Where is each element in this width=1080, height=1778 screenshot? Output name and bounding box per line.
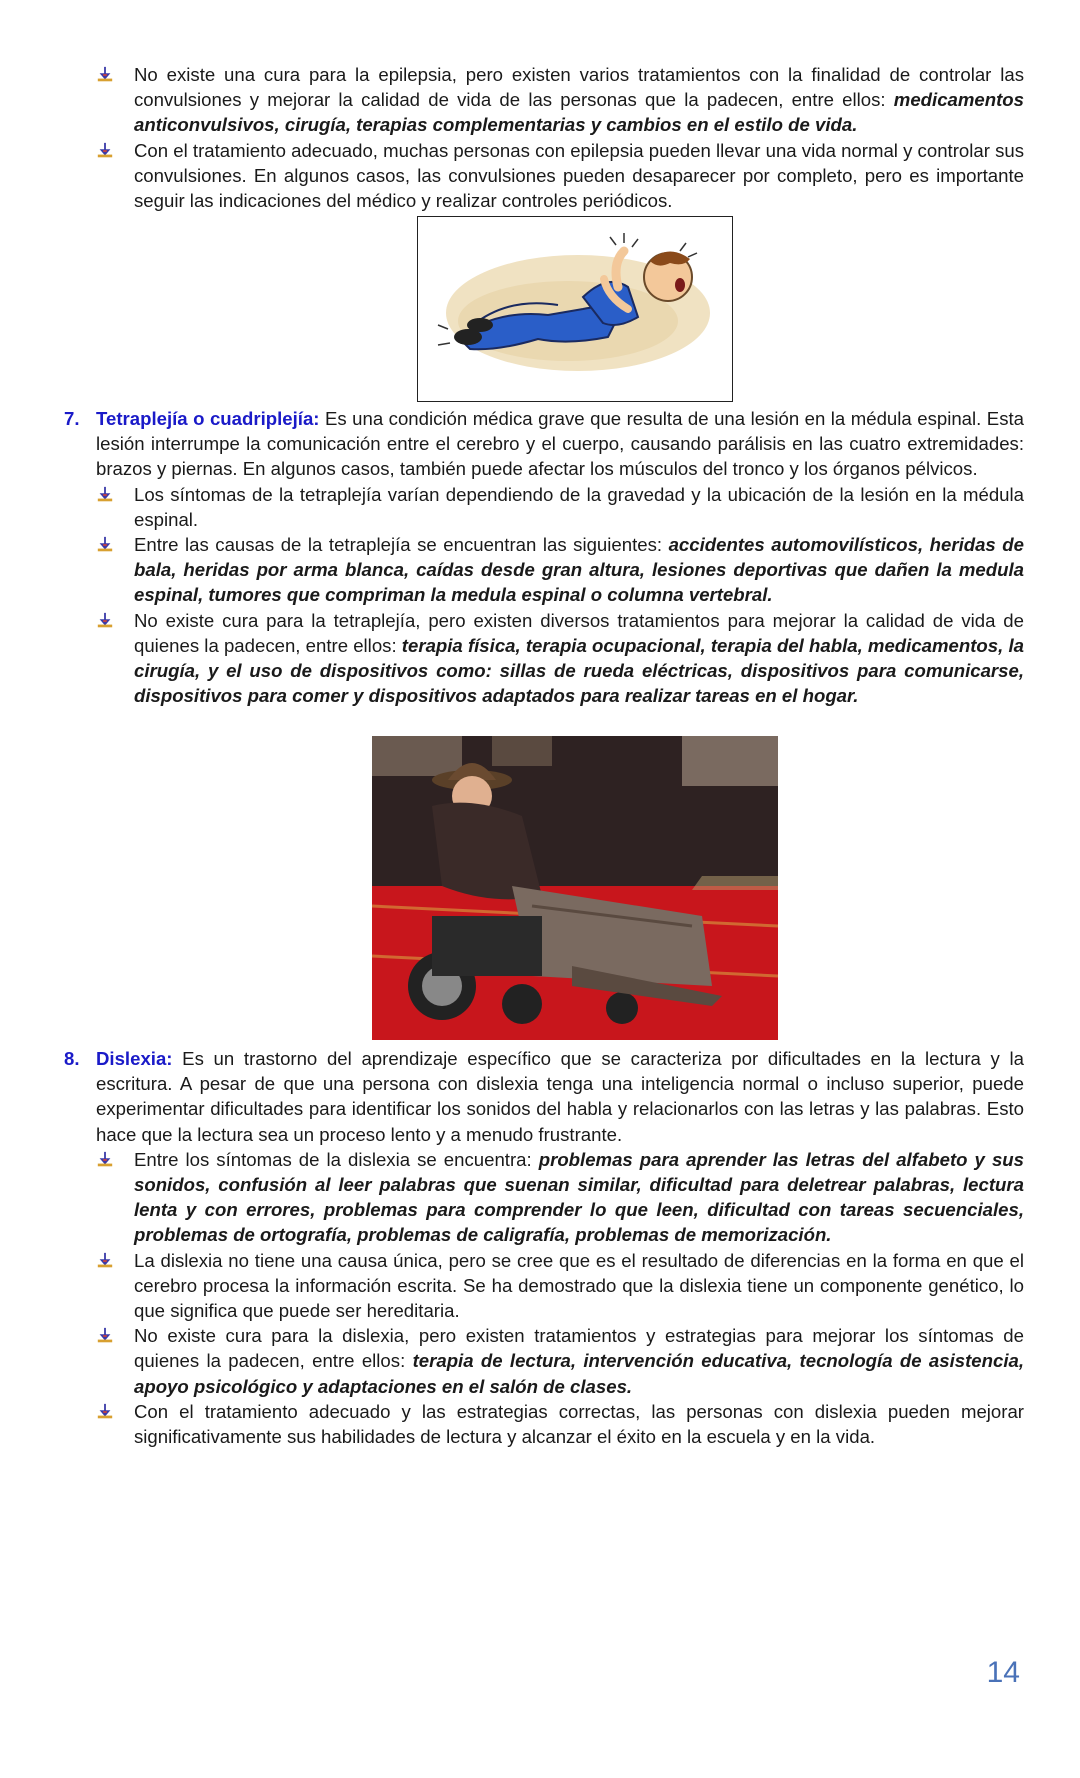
arrow-bullet-icon — [96, 1403, 114, 1421]
bullet-emphasis: terapia física, terapia ocupacional, terapia del habla, medicamentos, la cirugía, y el uso de dispositivos como: sillas de rueda eléctricas, dispositivos para comunicarse, dispositivos para comer y dispositivos adaptados para realizar tareas en el hogar. — [134, 634, 1024, 707]
list-item — [64, 1248, 1024, 1324]
section-number: 8. — [64, 1048, 80, 1069]
epilepsy-section-tail — [64, 62, 1024, 213]
bullet-text: No existe cura para la dislexia, pero existen tratamientos y estrategias para mejorar los síntomas de quienes la padecen, entre ellos: — [134, 1325, 1024, 1372]
list-item — [64, 608, 1024, 709]
bullet-text: Entre los síntomas de la dislexia se encuentra: — [134, 1148, 539, 1170]
wheelchair-user-icon — [372, 736, 778, 1040]
bullet-text: No existe cura para la tetraplejía, pero existen diversos tratamientos para mejorar la calidad de vida de quienes la padecen, entre ellos: — [134, 609, 1024, 656]
bullet-emphasis: problemas para aprender las letras del alfabeto y sus sonidos, confusión al leer palabras que suenan similar, dificultad para deletrear palabras, lectura lenta y con errores, problemas para comprender lo que leen, dificultad con tareas secuenciales, problemas de ortografía, problemas de caligrafía, problemas de memorización. — [134, 1148, 1024, 1246]
section-intro-text: Es una condición médica grave que resulta de una lesión en la médula espinal. Esta lesión interrumpe la comunicación entre el cerebro y el cuerpo, causando parálisis en las cuatro extremidades: brazos y piernas. En algunos casos, también puede afectar los músculos del tronco y los órganos pélvicos. — [96, 408, 1024, 480]
arrow-bullet-icon — [96, 486, 114, 504]
section-tetraplegia — [64, 406, 1024, 708]
section-intro — [64, 1046, 1024, 1147]
arrow-bullet-icon — [96, 612, 114, 630]
list-item — [64, 532, 1024, 608]
arrow-bullet-icon — [96, 142, 114, 160]
arrow-bullet-icon — [96, 66, 114, 84]
bullet-text: Con el tratamiento adecuado, muchas personas con epilepsia pueden llevar una vida normal y controlar sus convulsiones. En algunos casos, las convulsiones pueden desaparecer por completo, pero es importante seguir las indicaciones del médico y realizar controles periódicos. — [134, 139, 1024, 212]
bullet-emphasis: terapia de lectura, intervención educativa, tecnología de asistencia, apoyo psicológico y adaptaciones en el salón de clases. — [134, 1350, 1024, 1397]
arrow-bullet-icon — [96, 1252, 114, 1270]
arrow-bullet-icon — [96, 536, 114, 554]
section-dyslexia — [64, 1046, 1024, 1449]
list-item — [64, 1399, 1024, 1449]
bullet-emphasis: medicamentos anticonvulsivos, cirugía, terapias complementarias y cambios en el estilo de vida. — [134, 89, 1024, 136]
wheelchair-photo — [372, 736, 778, 1040]
bullet-text: No existe una cura para la epilepsia, pero existen varios tratamientos con la finalidad de controlar las convulsiones y mejorar la calidad de vida de las personas que la padecen, entre ellos: — [134, 64, 1024, 111]
bullet-text: La dislexia no tiene una causa única, pero se cree que es el resultado de diferencias en la forma en que el cerebro procesa la información escrita. Se ha demostrado que la dislexia tiene un componente genético, lo que significa que puede ser hereditaria. — [134, 1249, 1024, 1322]
bullet-emphasis: accidentes automovilísticos, heridas de bala, heridas por arma blanca, caídas desde gran altura, lesiones deportivas que dañen la medula espinal, tumores que compriman la medula espinal o columna vertebral. — [134, 534, 1025, 606]
list-item — [64, 138, 1024, 214]
list-item — [64, 1147, 1024, 1248]
section-intro — [64, 406, 1024, 482]
list-item — [64, 62, 1024, 138]
section-number: 7. — [64, 408, 80, 429]
bullet-text: Con el tratamiento adecuado y las estrategias correctas, las personas con dislexia pueden mejorar significativamente sus habilidades de lectura y alcanzar el éxito en la escuela y en la vida. — [134, 1400, 1024, 1448]
section-heading: Dislexia: — [96, 1048, 173, 1069]
list-item — [64, 482, 1024, 532]
seizure-person-icon — [418, 217, 732, 401]
bullet-text: Los síntomas de la tetraplejía varían dependiendo de la gravedad y la ubicación de la lesión en la médula espinal. — [134, 483, 1024, 530]
arrow-bullet-icon — [96, 1151, 114, 1169]
bullet-text: Entre las causas de la tetraplejía se encuentran las siguientes: — [134, 534, 669, 556]
arrow-bullet-icon — [96, 1327, 114, 1345]
section-intro-text: Es un trastorno del aprendizaje específico que se caracteriza por dificultades en la lectura y la escritura. A pesar de que una persona con dislexia tenga una inteligencia normal o incluso superior, puede experimentar dificultades para identificar los sonidos del habla y relacionarlos con las letras y las palabras. Esto hace que la lectura sea un proceso lento y a menudo frustrante. — [96, 1048, 1024, 1145]
seizure-illustration — [417, 216, 733, 402]
list-item — [64, 1323, 1024, 1399]
section-heading: Tetraplejía o cuadriplejía: — [96, 408, 320, 429]
page-number: 14 — [986, 1656, 1020, 1689]
